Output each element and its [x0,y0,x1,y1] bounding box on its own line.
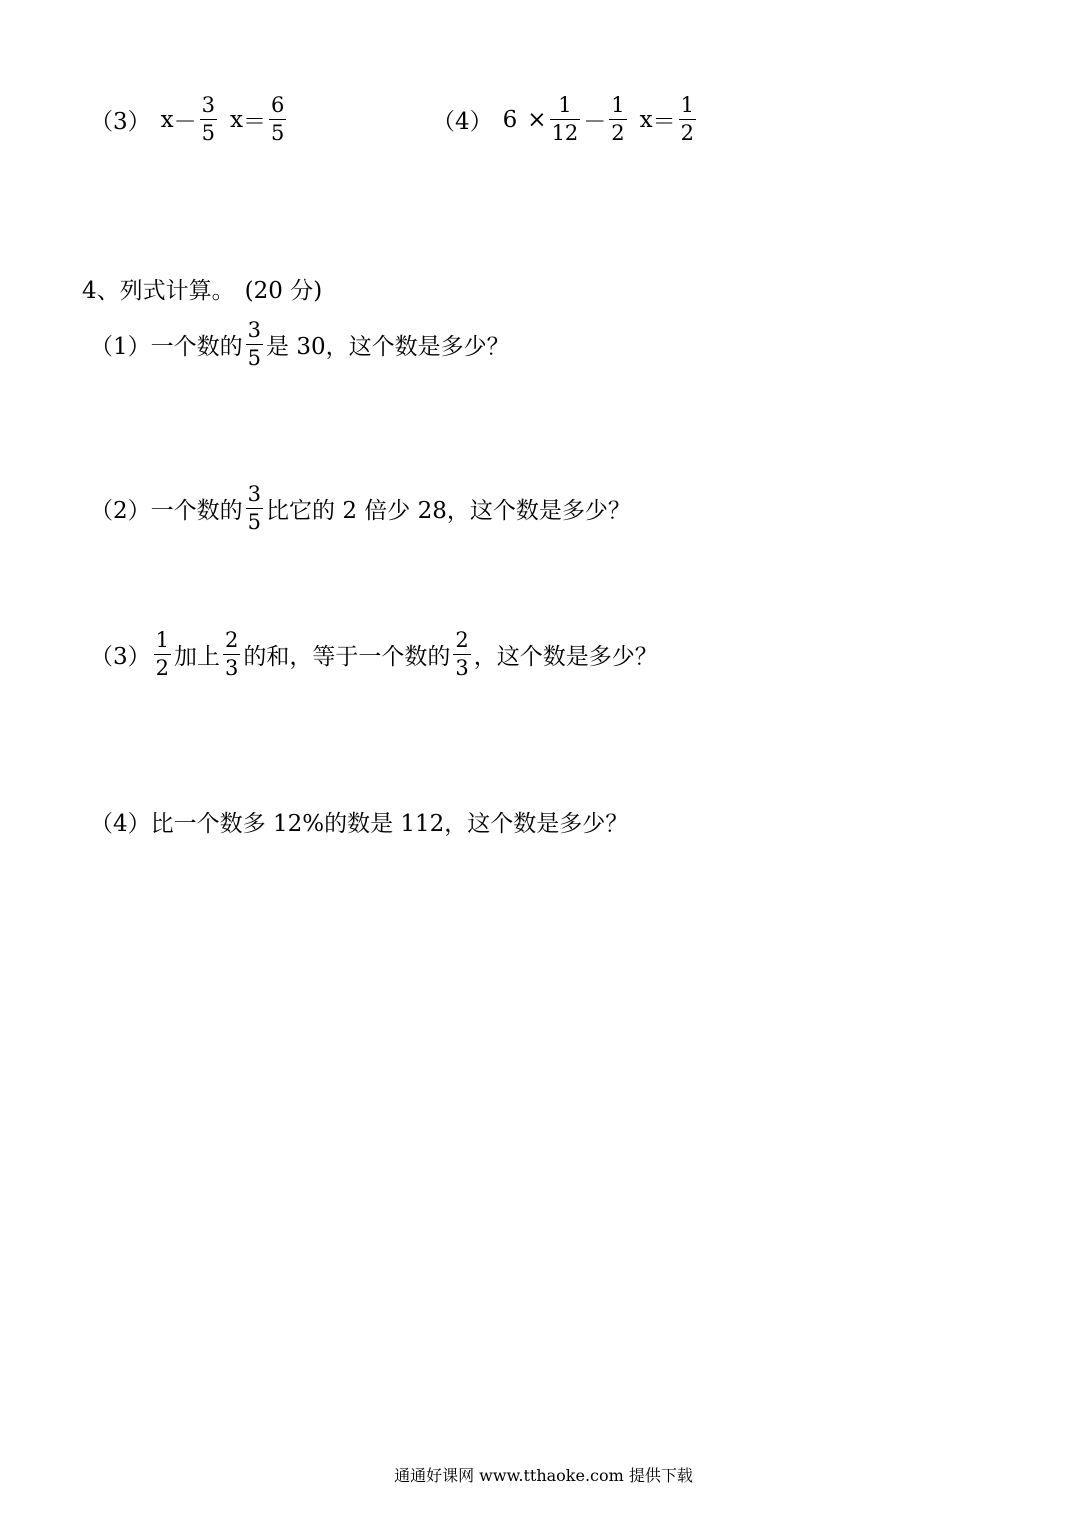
variable-x: x [230,106,243,133]
numerator: 2 [225,628,239,652]
question-3 [90,630,658,679]
minus-sign: － [173,109,197,135]
fraction [200,95,217,144]
question-2 [90,484,631,533]
page-footer: 通通好课网 www.tthaoke.com 提供下载 [394,1466,693,1485]
numerator: 3 [247,482,262,506]
equation-3 [90,95,289,144]
numerator: 2 [455,628,469,652]
numerator: 1 [155,628,170,652]
fraction [246,484,263,533]
denominator: 2 [155,656,170,680]
denominator: 3 [225,656,239,680]
question-label: （1） [90,334,151,360]
fraction [246,320,263,369]
fraction [550,95,581,144]
denominator: 5 [247,346,262,370]
question-text: 加上 [174,644,221,670]
numerator: 3 [247,318,262,342]
fraction [154,630,171,679]
denominator: 2 [680,121,695,145]
denominator: 5 [201,121,215,145]
numerator: 1 [611,93,625,117]
denominator: 12 [551,121,579,145]
question-4 [90,805,628,838]
equation-label: （4） [432,109,493,135]
minus-sign: － [583,109,607,135]
denominator: 3 [455,656,469,680]
question-text: 比它的 2 倍少 28，这个数是多少？ [266,498,631,524]
equals-sign: ＝ [652,109,676,135]
numerator: 1 [680,93,695,117]
denominator: 5 [270,121,285,145]
denominator: 5 [247,510,262,534]
numerator: 3 [201,93,215,117]
question-text: 一个数的 [150,334,243,360]
question-1 [90,320,510,369]
question-text: 是 30，这个数是多少？ [266,334,510,360]
fraction [223,630,240,679]
fraction [269,95,286,144]
question-text: 的和，等于一个数的 [243,644,451,670]
fraction [453,630,470,679]
number-six: 6 [502,106,518,133]
section-heading [82,272,322,305]
equation-4 [432,95,699,144]
question-label: （2） [90,498,151,524]
numerator: 6 [270,93,285,117]
fraction [609,95,626,144]
section-title: 4、列式计算。 [82,278,235,304]
numerator: 1 [558,93,572,117]
equals-sign: ＝ [242,109,266,135]
denominator: 2 [611,121,625,145]
question-label: （4） [90,811,151,837]
equation-label: （3） [90,109,151,135]
variable-x: x [639,106,653,133]
section-score: (20 分) [244,278,323,304]
question-label: （3） [90,644,151,670]
question-text: 一个数的 [150,498,243,524]
variable-x: x [160,106,174,133]
question-text: 比一个数多 12%的数是 112，这个数是多少？ [150,811,629,837]
question-text: ，这个数是多少？ [473,644,658,670]
fraction [679,95,696,144]
times-sign: × [527,106,547,133]
